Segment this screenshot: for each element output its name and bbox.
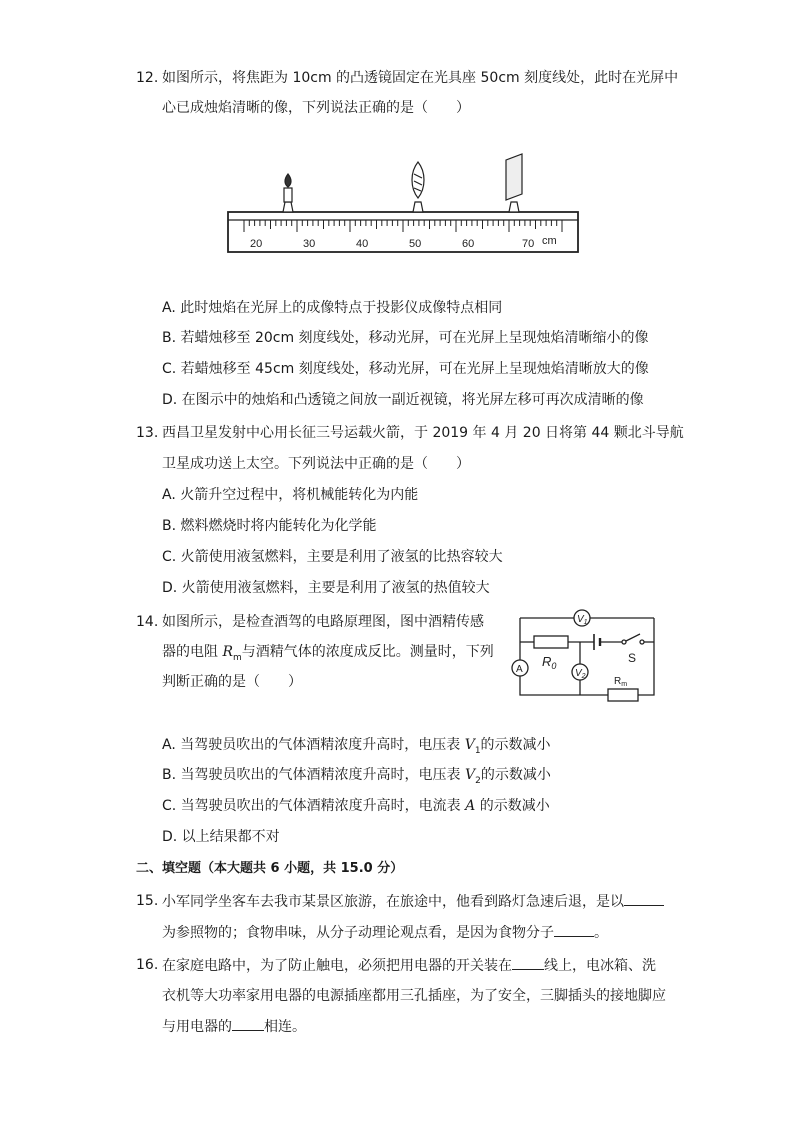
tick-label-30: 30 — [303, 238, 316, 250]
q13-stem-line1: 西昌卫星发射中心用长征三号运载火箭，于 2019 年 4 月 20 日将第 44 颗北斗导航 — [162, 425, 684, 441]
q12-option-a: A. 此时烛焰在光屏上的成像特点于投影仪成像特点相同 — [162, 300, 503, 316]
q14-option-a: A. 当驾驶员吹出的气体酒精浓度升高时，电压表 $V_1$的示数减小 — [162, 737, 551, 756]
q13-option-a: A. 火箭升空过程中，将机械能转化为内能 — [162, 487, 419, 503]
q14-option-c: C. 当驾驶员吹出的气体酒精浓度升高时，电流表 A 的示数减小 — [162, 798, 550, 814]
q16-number: 16. — [136, 957, 159, 973]
tick-label-20: 20 — [250, 238, 263, 250]
q12-option-b: B. 若蜡烛移至 20cm 刻度线处，移动光屏，可在光屏上呈现烛焰清晰缩小的像 — [162, 330, 649, 346]
q15-blank-2[interactable] — [554, 922, 594, 937]
optical-bench-figure — [226, 150, 582, 262]
tick-label-40: 40 — [356, 238, 369, 250]
q15-number: 15. — [136, 893, 159, 909]
candle-icon — [283, 174, 293, 212]
q14-number: 14. — [136, 614, 159, 630]
tick-label-70: 70 — [522, 238, 535, 250]
q13-stem-line2: 卫星成功送上太空。下列说法中正确的是（ ） — [162, 456, 470, 472]
q12-number: 12. — [136, 70, 159, 86]
convex-lens-icon — [412, 162, 424, 212]
q13-option-c: C. 火箭使用液氢燃料，主要是利用了液氢的比热容较大 — [162, 549, 503, 565]
q14-stem-line1: 如图所示，是检查酒驾的电路原理图，图中酒精传感 — [162, 614, 484, 630]
q12-stem-line1: 如图所示，将焦距为 10cm 的凸透镜固定在光具座 50cm 刻度线处，此时在光屏中 — [162, 70, 679, 86]
ruler-unit-label: cm — [542, 235, 557, 247]
v2-label: $V_2$ — [575, 668, 586, 680]
q14-stem-line3: 判断正确的是（ ） — [162, 674, 302, 690]
rm-label: $R_m$ — [614, 676, 628, 688]
r0-label: $R_0$ — [542, 654, 557, 671]
q13-option-b: B. 燃料燃烧时将内能转化为化学能 — [162, 518, 377, 534]
q14-option-b: B. 当驾驶员吹出的气体酒精浓度升高时，电压表 $V_2$的示数减小 — [162, 767, 551, 786]
tick-label-60: 60 — [462, 238, 475, 250]
q13-option-d: D. 火箭使用液氢燃料，主要是利用了液氢的热值较大 — [162, 580, 490, 596]
light-screen-icon — [506, 154, 522, 212]
q16-blank-1[interactable] — [512, 955, 544, 970]
q16-line2: 衣机等大功率家用电器的电源插座都用三孔插座，为了安全，三脚插头的接地脚应 — [162, 988, 666, 1004]
q12-stem-line2: 心已成烛焰清晰的像，下列说法正确的是（ ） — [162, 100, 470, 116]
circuit-diagram — [504, 600, 668, 704]
q12-option-d: D. 在图示中的烛焰和凸透镜之间放一副近视镜，将光屏左移可再次成清晰的像 — [162, 392, 644, 408]
switch-label: S — [628, 651, 637, 665]
q13-number: 13. — [136, 425, 159, 441]
v1-label: $V_1$ — [577, 614, 588, 626]
q16-line3: 与用电器的 相连。 — [162, 1016, 306, 1037]
q12-option-c: C. 若蜡烛移至 45cm 刻度线处，移动光屏，可在光屏上呈现烛焰清晰放大的像 — [162, 361, 649, 377]
q15-line1: 小军同学坐客车去我市某景区旅游，在旅途中，他看到路灯急速后退，是以 — [162, 891, 664, 912]
q16-blank-2[interactable] — [232, 1016, 264, 1031]
q14-stem-line2: 器的电阻 $R_m$与酒精气体的浓度成反比。测量时，下列 — [162, 644, 494, 663]
q14-option-d: D. 以上结果都不对 — [162, 829, 280, 845]
section2-title: 二、填空题（本大题共 6 小题，共 15.0 分） — [136, 861, 404, 876]
tick-label-50: 50 — [409, 238, 422, 250]
q16-line1: 在家庭电路中，为了防止触电，必须把用电器的开关装在 线上，电冰箱、洗 — [162, 955, 656, 976]
q15-blank-1[interactable] — [624, 891, 664, 906]
q15-line2: 为参照物的；食物串味，从分子动理论观点看，是因为食物分子 。 — [162, 922, 608, 943]
ammeter-label: A — [516, 664, 523, 675]
